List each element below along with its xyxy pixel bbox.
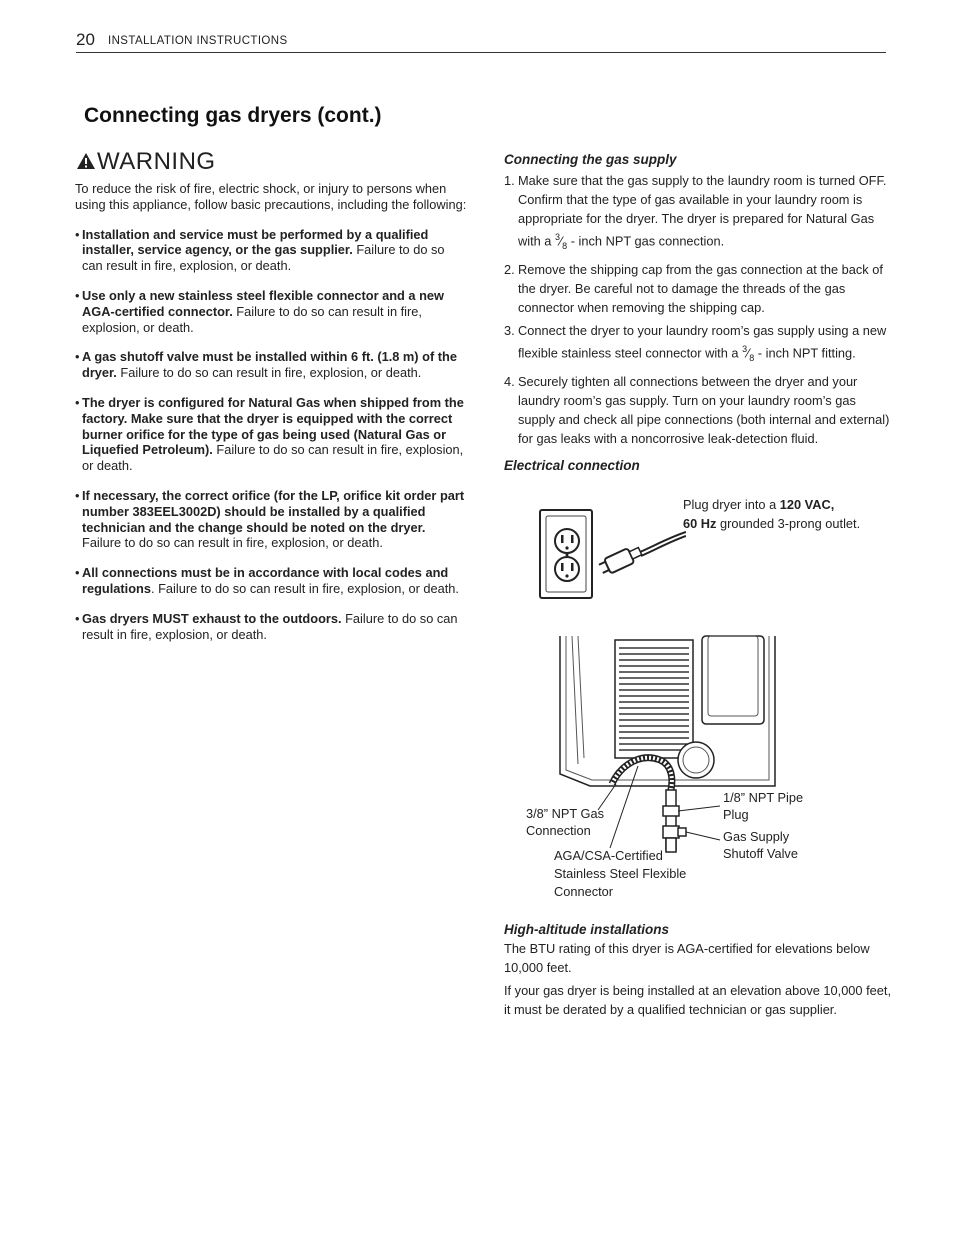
list-item: 4. Securely tighten all connections between the dryer and your laundry room’s gas supply. Turn on your laundry room’s gas supply and check all pipe connections (both internal and external) for gas leaks with a noncorrosive leak-detection fluid. xyxy=(504,373,890,446)
high-altitude-heading: High-altitude installations xyxy=(504,922,670,937)
list-item: 2. Remove the shipping cap from the gas connection at the back of the dryer. Be careful not to damage the threads of the gas connector when removing the shipping cap. xyxy=(504,261,883,315)
list-item: 1. Make sure that the gas supply to the laundry room is turned OFF. Confirm that the type of gas available in your laundry room is appropriate for the dryer. The dryer is prepared for Natural Gas with a $^3⁄_8$ - inch NPT gas connection. xyxy=(504,173,887,251)
label-shutoff-valve: Gas Supply Shutoff Valve xyxy=(723,829,798,861)
section-label: INSTALLATION INSTRUCTIONS xyxy=(108,35,288,47)
page-header xyxy=(76,30,886,53)
outlet-caption: Plug dryer into a 120 VAC, 60 Hz grounded 3-prong outlet. xyxy=(683,497,861,531)
list-item: • All connections must be in accordance with local codes and regulations. Failure to do so can result in fire, explosion, or death. xyxy=(75,565,459,596)
label-flexible-connector: AGA/CSA-Certified Stainless Steel Flexible Connector xyxy=(554,848,687,899)
high-altitude-para-1: The BTU rating of this dryer is AGA-certified for elevations below 10,000 feet. xyxy=(504,941,870,975)
gas-supply-heading: Connecting the gas supply xyxy=(504,152,677,167)
list-item: • The dryer is configured for Natural Gas when shipped from the factory. Make sure that the dryer is equipped with the correct burner orifice for the type of gas being used (Natural Gas or Liquefied Petroleum). Failure to do so can result in fire, explosion, or death. xyxy=(75,394,464,474)
list-item: • If necessary, the correct orifice (for the LP, orifice kit order part number 383EEL3002D) should be installed by a qualified technician and the change should be noted on the dryer. Failure to do so can result in fire, explosion, or death. xyxy=(75,487,465,551)
label-npt-pipe-plug: 1/8” NPT Pipe Plug xyxy=(723,790,804,822)
high-altitude-para-2: If your gas dryer is being installed at an elevation above 10,000 feet, it must be derated by a qualified technician or gas supplier. xyxy=(504,983,891,1017)
list-item: • Use only a new stainless steel flexible connector and a new AGA-certified connector. Failure to do so can result in fire, explosion, or death. xyxy=(75,287,444,335)
warning-label: WARNING xyxy=(97,148,216,175)
high-altitude-section xyxy=(504,920,896,1023)
warning-list xyxy=(75,227,467,643)
list-item: • Installation and service must be performed by a qualified installer, service agency, or the gas supplier. Failure to do so can result in fire, explosion, or death. xyxy=(75,226,445,274)
list-item: • Gas dryers MUST exhaust to the outdoors. Failure to do so can result in fire, explosion, or death. xyxy=(75,610,458,642)
list-item: 3. Connect the dryer to your laundry room’s gas supply using a new flexible stainless steel connector with a $^3⁄_8$ - inch NPT fitting. xyxy=(504,322,887,363)
page-title: Connecting gas dryers (cont.) xyxy=(84,104,382,127)
label-npt-gas-connection: 3/8” NPT Gas Connection xyxy=(526,806,604,838)
gas-supply-section xyxy=(504,150,896,452)
warning-section xyxy=(75,181,467,656)
warning-intro: To reduce the risk of fire, electric shock, or injury to persons when using this appliance, follow basic precautions, including the following: xyxy=(75,181,467,212)
gas-supply-steps xyxy=(504,171,896,448)
warning-triangle-icon xyxy=(76,152,96,170)
outlet-plug-illustration xyxy=(536,508,686,602)
electrical-heading: Electrical connection xyxy=(504,458,640,473)
list-item: • A gas shutoff valve must be installed within 6 ft. (1.8 m) of the dryer. Failure to do so can result in fire, explosion, or death. xyxy=(75,349,457,381)
page-number: 20 xyxy=(76,30,95,49)
